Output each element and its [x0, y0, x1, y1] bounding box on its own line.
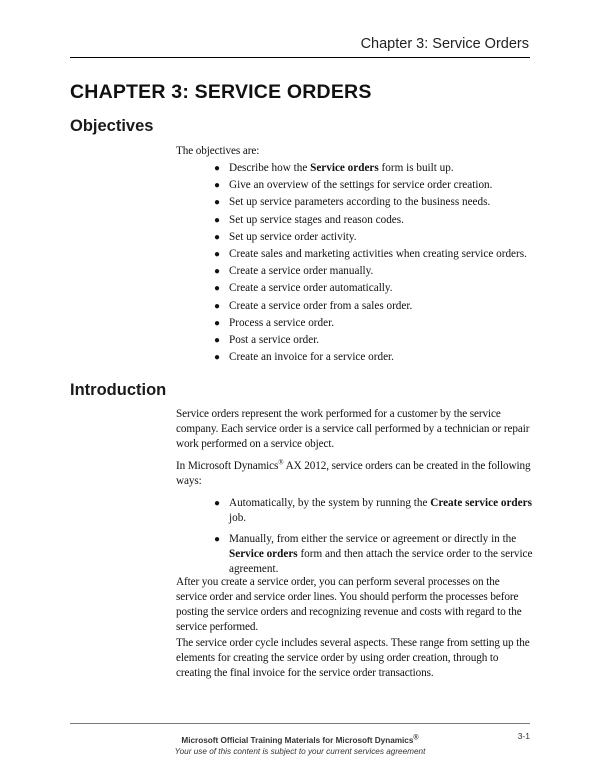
intro-paragraph-2: In Microsoft Dynamics® AX 2012, service orders can be created in the following ways:	[176, 458, 531, 487]
bullet-icon: ●	[214, 214, 221, 226]
bullet-icon: ●	[214, 498, 221, 509]
bullet-icon: ●	[214, 266, 221, 278]
bullet-icon: ●	[214, 283, 221, 295]
list-item: ● Create sales and marketing activities when creating service orders.	[176, 246, 536, 263]
chapter-title: CHAPTER 3: SERVICE ORDERS	[70, 81, 372, 103]
page-number: 3-1	[517, 731, 530, 741]
footer-rule	[70, 723, 530, 724]
objectives-intro: The objectives are:	[176, 145, 260, 157]
list-item: ● Manually, from either the service or agreement or directly in the Service orders form and then attach the service order to the service agreement.	[214, 533, 533, 575]
bullet-icon: ●	[214, 180, 221, 192]
footer-notice: Your use of this content is subject to your current services agreement	[174, 747, 426, 756]
introduction-heading: Introduction	[70, 381, 167, 399]
footer-title: Microsoft Official Training Materials for Microsoft Dynamics®	[181, 734, 419, 745]
bullet-icon: ●	[214, 163, 221, 174]
bullet-icon: ●	[214, 248, 221, 260]
list-item: ● Set up service order activity.	[176, 229, 536, 246]
list-item: ● Describe how the Service orders form is built up.	[176, 160, 536, 177]
list-item: ● Process a service order.	[176, 315, 536, 332]
list-item: ● Create an invoice for a service order.	[176, 349, 536, 366]
list-item: ● Create a service order manually.	[176, 263, 536, 280]
list-item: ● Create a service order automatically.	[176, 280, 536, 297]
objectives-heading: Objectives	[70, 117, 154, 135]
list-item: ● Give an overview of the settings for service order creation.	[176, 177, 536, 194]
objectives-list	[176, 160, 536, 366]
list-item: ● Set up service stages and reason codes.	[176, 212, 536, 229]
bullet-icon: ●	[214, 334, 221, 346]
list-item: ● Create a service order from a sales order.	[176, 298, 536, 315]
bullet-icon: ●	[214, 300, 221, 312]
bullet-icon: ●	[214, 317, 221, 329]
list-item: ● Post a service order.	[176, 332, 536, 349]
intro-paragraph-3: After you create a service order, you can perform several processes on the service order and service order lines. You should perform the processes before posting the service orders and recognizing revenue and costs with regard to the service performed.	[176, 576, 522, 633]
intro-paragraph-1: Service orders represent the work performed for a customer by the service company. Each service order is a service call performed by a technician or repair work performed on a service object.	[176, 408, 530, 450]
intro-paragraph-4: The service order cycle includes several aspects. These range from setting up the elements for creating the service order by using order creation, through to creating the final invoice for the service order transactions.	[176, 637, 530, 679]
bullet-icon: ●	[214, 534, 221, 545]
bullet-icon: ●	[214, 352, 221, 364]
bullet-icon: ●	[214, 197, 221, 209]
running-head: Chapter 3: Service Orders	[360, 36, 529, 52]
bullet-icon: ●	[214, 231, 221, 243]
list-item: ● Set up service parameters according to the business needs.	[176, 194, 536, 211]
creation-ways-list	[176, 496, 536, 583]
header-rule	[70, 57, 530, 58]
list-item: ● Automatically, by the system by running the Create service orders job.	[214, 497, 532, 524]
